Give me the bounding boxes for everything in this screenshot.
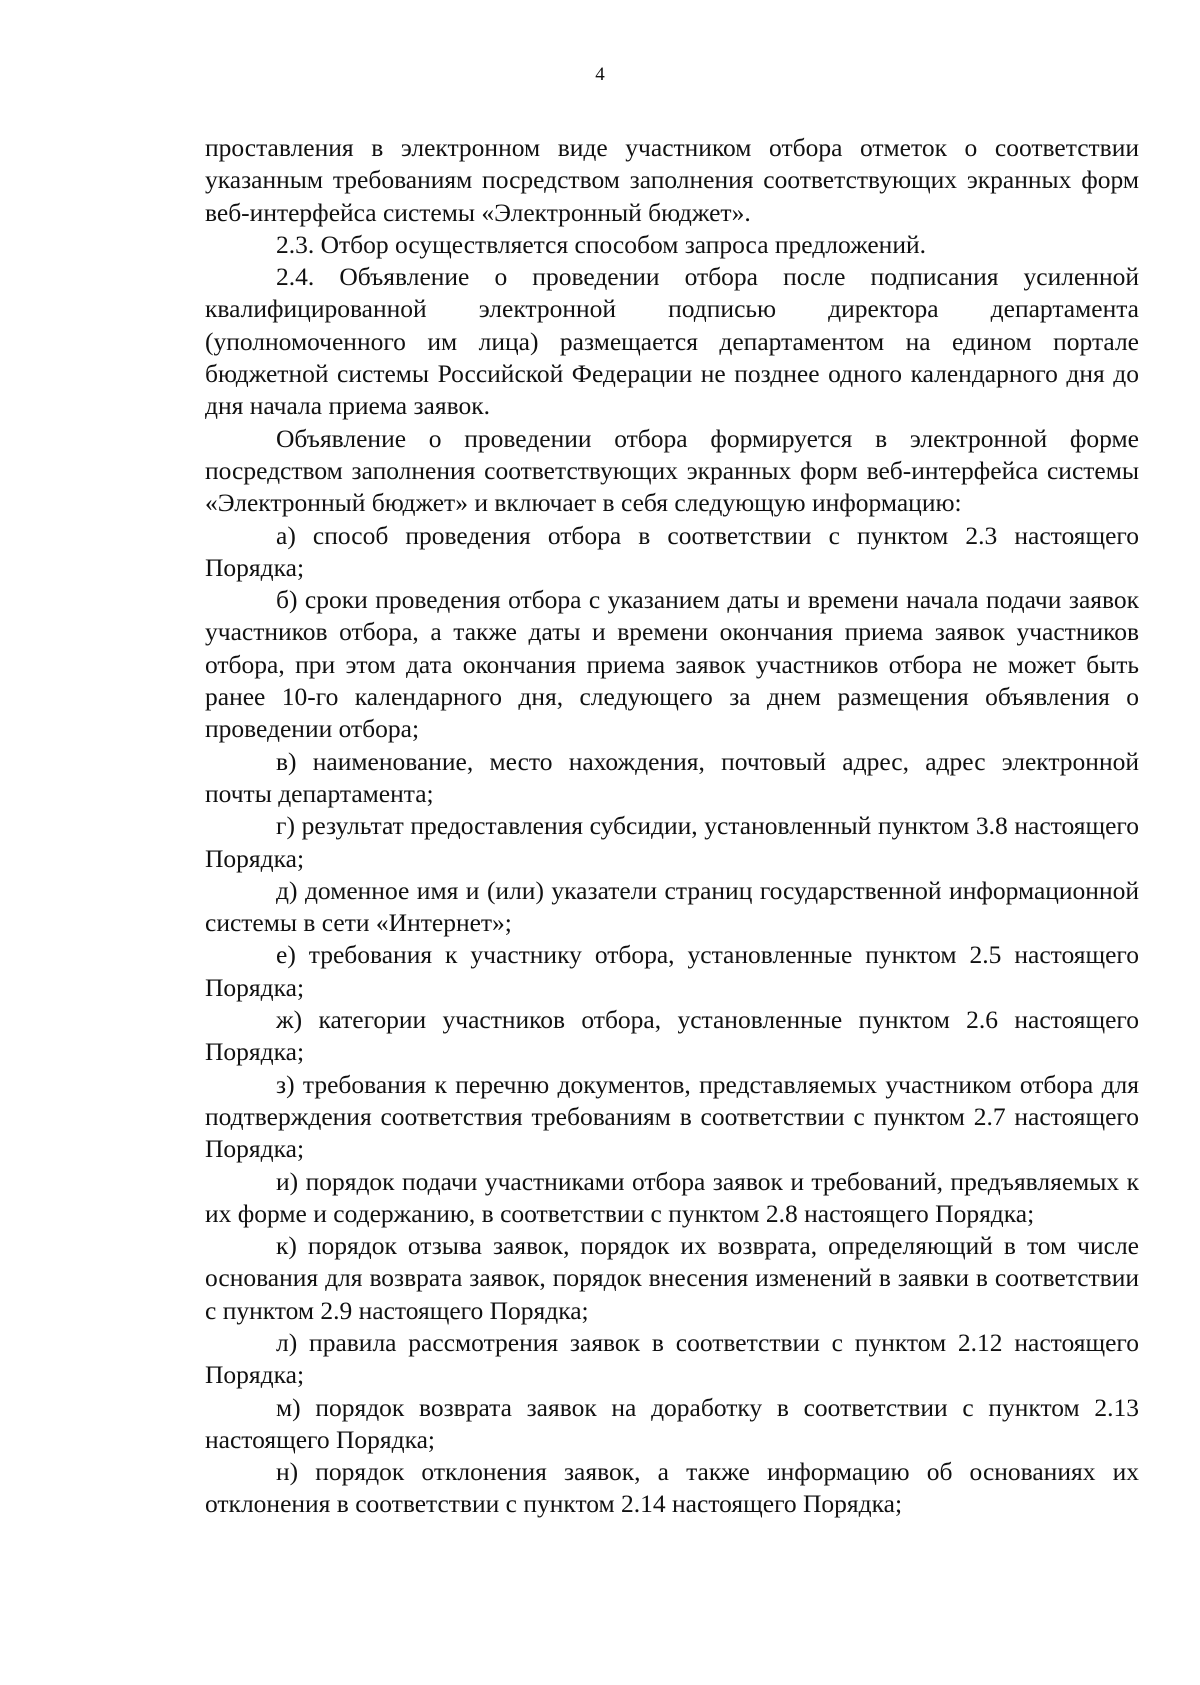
paragraph: 2.4. Объявление о проведении отбора после подписания усиленной квалифицированной электронной подписью директора департамента (уполномоченного им лица) размещается департаментом на едином портале бюджетной системы Российской Федерации не позднее одного календарного дня до дня начала приема заявок. xyxy=(205,262,1139,421)
paragraph: н) порядок отклонения заявок, а также информацию об основаниях их отклонения в соответствии с пунктом 2.14 настоящего Порядка; xyxy=(205,1457,1139,1519)
paragraph: д) доменное имя и (или) указатели страниц государственной информационной системы в сети «Интернет»; xyxy=(205,875,1139,938)
paragraph: к) порядок отзыва заявок, порядок их возврата, определяющий в том числе основания для возврата заявок, порядок внесения изменений в заявки в соответствии с пунктом 2.9 настоящего Порядка; xyxy=(205,1231,1139,1325)
paragraph: в) наименование, место нахождения, почтовый адрес, адрес электронной почты департамента; xyxy=(205,746,1139,808)
paragraph: Объявление о проведении отбора формируется в электронной форме посредством заполнения соответствующих экранных форм веб-интерфейса системы «Электронный бюджет» и включает в себя следующую информацию: xyxy=(205,423,1139,518)
paragraph: е) требования к участнику отбора, установленные пунктом 2.5 настоящего Порядка; xyxy=(205,940,1139,1002)
paragraph: л) правила рассмотрения заявок в соответствии с пунктом 2.12 настоящего Порядка; xyxy=(205,1327,1139,1390)
paragraph: и) порядок подачи участниками отбора заявок и требований, предъявляемых к их форме и содержанию, в соответствии с пунктом 2.8 настоящего Порядка; xyxy=(205,1166,1139,1228)
paragraph: а) способ проведения отбора в соответствии с пунктом 2.3 настоящего Порядка; xyxy=(205,520,1139,582)
paragraph: проставления в электронном виде участником отбора отметок о соответствии указанным требованиям посредством заполнения соответствующих экранных форм веб-интерфейса системы «Электронный бюджет». xyxy=(205,133,1139,227)
document-body xyxy=(205,132,1139,1521)
paragraph: з) требования к перечню документов, представляемых участником отбора для подтверждения соответствия требованиям в соответствии с пунктом 2.7 настоящего Порядка; xyxy=(205,1069,1139,1164)
page-number: 4 xyxy=(595,64,605,85)
paragraph: 2.3. Отбор осуществляется способом запроса предложений. xyxy=(276,229,926,259)
paragraph: б) сроки проведения отбора с указанием даты и времени начала подачи заявок участников отбора, а также даты и времени окончания приема заявок участников отбора, при этом дата окончания приема заявок участников отбора не может быть ранее 10-го календарного дня, следующего за днем размещения объявления о проведении отбора; xyxy=(205,585,1139,744)
paragraph: м) порядок возврата заявок на доработку в соответствии с пунктом 2.13 настоящего Порядка; xyxy=(205,1392,1139,1454)
paragraph: ж) категории участников отбора, установленные пунктом 2.6 настоящего Порядка; xyxy=(205,1005,1139,1067)
paragraph: г) результат предоставления субсидии, установленный пунктом 3.8 настоящего Порядка; xyxy=(205,811,1139,873)
